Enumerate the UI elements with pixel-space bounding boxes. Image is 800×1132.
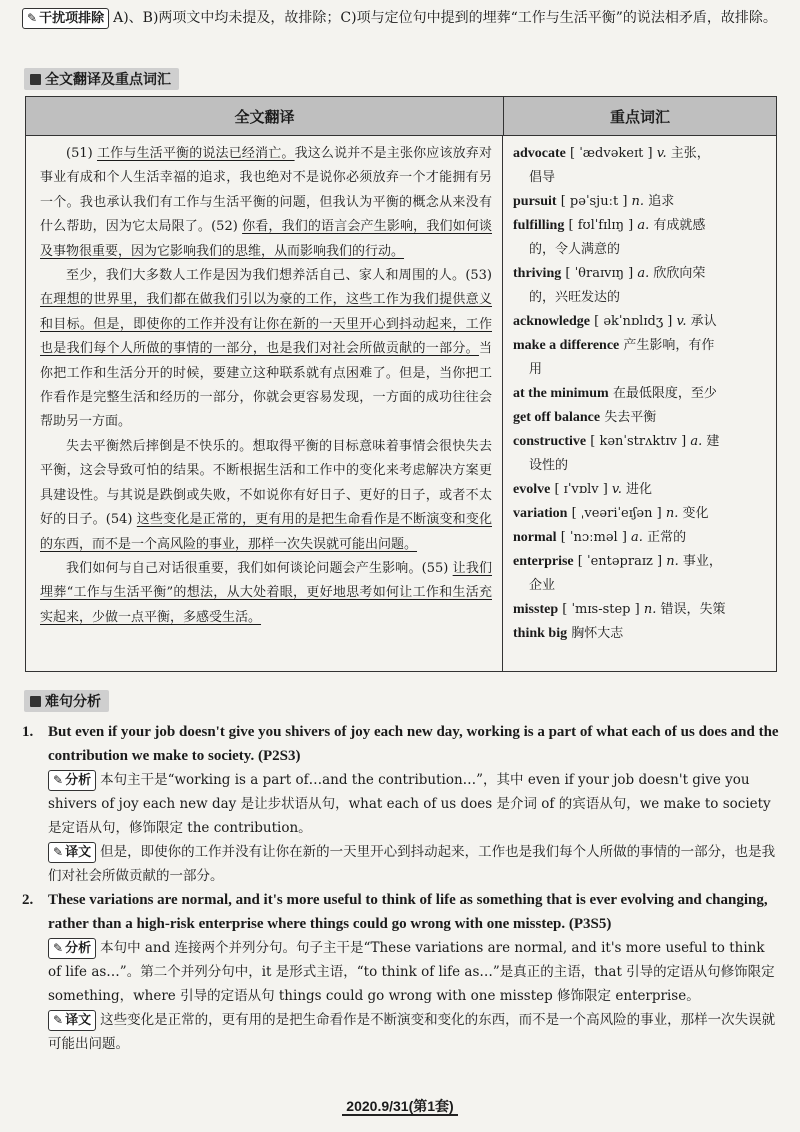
- vocab-phonetic: [ ˈentəpraɪz ]: [577, 554, 663, 569]
- item-sentence: These variations are normal, and it's more useful to think of life as something that is ever evolving and changing, rather than a high-risk enterprise where things could go wrong with one misstep. (P3S5): [48, 892, 768, 932]
- distractor-tag-label: 干扰项排除: [39, 11, 105, 26]
- vocab-word: pursuit: [513, 194, 557, 209]
- vocab-phonetic: [ ˈædvəkeɪt ]: [570, 146, 653, 161]
- vocab-definition: 建: [706, 434, 720, 449]
- vocab-definition-cont: 的，兴旺发达的: [529, 290, 621, 305]
- vocab-word: advocate: [513, 146, 566, 161]
- vocab-word: get off balance: [513, 410, 601, 425]
- vocab-entry: [513, 478, 770, 502]
- paragraph-2: 至少，我们大多数人工作是因为我们想养活自己、家人和周围的人。(53) 在理想的世界里，我们都在做我们引以为豪的工作，这些工作为我们提供意义和目标。但是，即使你的工作并没有让你在新的一天里开心到抖动起来，工作也是我们每个人所做的事情的一部分，也是我们对社会所做贡献的一部分。当你把工作和生活分开的时候，要建立这种联系就有点困难了。但是，当你把工作看作是完整生活和经历的一部分，你就会更容易发现，一方面的成功往往会帮助另一方面。: [40, 268, 492, 430]
- analysis-item: [22, 720, 780, 888]
- vocab-word: variation: [513, 506, 568, 521]
- vocab-definition: 正常的: [647, 530, 687, 545]
- vocab-entry: [513, 550, 770, 574]
- vocab-phonetic: [ ˌveəriˈeɪʃən ]: [571, 506, 662, 521]
- translation-table: [25, 96, 777, 672]
- vocab-word: thriving: [513, 266, 562, 281]
- vocab-entry: [513, 502, 770, 526]
- vocab-definition: 变化: [682, 506, 709, 521]
- vocab-definition: 承认: [690, 314, 717, 329]
- vocab-definition: 有成就感: [653, 218, 706, 233]
- analysis-item: [22, 888, 780, 1056]
- vocab-word: think big: [513, 626, 568, 641]
- vocab-definition: 欣欣向荣: [653, 266, 706, 281]
- vocab-definition: 主张，: [670, 146, 710, 161]
- vocab-pos: v.: [611, 482, 622, 497]
- section-heading-translation: [24, 68, 179, 90]
- vocab-entry: [513, 406, 770, 430]
- vocab-entry: [513, 142, 770, 166]
- item-number: 2.: [22, 892, 34, 908]
- pencil-icon: ✎: [27, 11, 38, 25]
- underlined-52: 你看，我们的语言会产生影响，我们如何谈及事物很重要，因为它影响我们的思维，从而影响我们的行动。: [40, 219, 492, 259]
- vocab-definition: 产生影响，有作: [623, 338, 715, 353]
- item-number: 1.: [22, 724, 34, 740]
- vocab-definition: 事业，: [682, 554, 722, 569]
- item-analysis: ✎ 分析 本句中 and 连接两个并列分句。句子主干是“These variations are normal, and it's more useful to think of life as…”。第二个并列分句中，it 是形式主语，“to think of life as…”是真正的主语，that 引导的定语从句修饰限定 something，where 引导的定语从句 things could go wrong with one misstep 修饰限定 enterprise。: [48, 940, 775, 1004]
- pencil-icon: ✎: [53, 941, 64, 955]
- vocab-definition-cont: 的，令人满意的: [529, 242, 621, 257]
- pencil-icon: ✎: [53, 773, 64, 787]
- vocab-pos: a.: [637, 218, 650, 233]
- vocab-word: misstep: [513, 602, 559, 617]
- vocab-word: acknowledge: [513, 314, 590, 329]
- vocab-entry: [513, 262, 770, 286]
- underlined-54: 这些变化是正常的，更有用的是把生命看作是不断演变和变化的东西，而不是一个高风险的事业，那样一次失误就可能出问题。: [40, 512, 492, 552]
- vocab-definition: 在最低限度，至少: [612, 386, 717, 401]
- header-translation: 全文翻译: [26, 97, 504, 135]
- pencil-icon: ✎: [53, 1013, 64, 1027]
- item-translation: ✎ 译文 但是，即使你的工作并没有让你在新的一天里开心到抖动起来，工作也是我们每个人所做的事情的一部分，也是我们对社会所做贡献的一部分。: [48, 844, 776, 884]
- section-heading-analysis: [24, 690, 109, 712]
- vocab-phonetic: [ fʊlˈfɪlɪŋ ]: [568, 218, 634, 233]
- book-icon: [30, 696, 41, 707]
- vocab-definition: 追求: [648, 194, 675, 209]
- vocab-pos: v.: [656, 146, 667, 161]
- vocab-definition: 胸怀大志: [571, 626, 624, 641]
- vocab-definition-cont: 企业: [529, 578, 556, 593]
- vocab-entry: [513, 622, 770, 646]
- vocab-pos: v.: [676, 314, 687, 329]
- vocab-entry: [513, 190, 770, 214]
- vocab-definition: 错误，失策: [660, 602, 726, 617]
- vocab-pos: n.: [643, 602, 657, 617]
- vocabulary-column: [503, 136, 776, 672]
- vocab-definition: 进化: [626, 482, 653, 497]
- distractor-note: [22, 6, 782, 30]
- underlined-53: 在理想的世界里，我们都在做我们引以为豪的工作，这些工作为我们提供意义和目标。但是，即使你的工作并没有让你在新的一天里开心到抖动起来，工作也是我们每个人所做的事情的一部分，也是我们对社会所做贡献的一部分。: [40, 292, 492, 357]
- book-icon: [30, 74, 41, 85]
- paragraph-1: (51) 工作与生活平衡的说法已经消亡。我这么说并不是主张你应该放弃对事业有成和个人生活幸福的追求，我也绝对不是说你必须放弃一个才能拥有另一个。我也承认我们有工作与生活平衡的问题，但我认为平衡的概念从来没有什么帮助，因为它太局限了。(52) 你看，我们的语言会产生影响，我们如何谈及事物很重要，因为它影响我们的思维，从而影响我们的行动。: [40, 146, 492, 259]
- distractor-tag: [22, 8, 109, 29]
- vocab-definition: 失去平衡: [604, 410, 657, 425]
- distractor-text: A)、B)两项文中均未提及，故排除；C)项与定位句中提到的埋葬“工作与生活平衡”的说法相矛盾，故排除。: [113, 10, 777, 26]
- vocab-phonetic: [ kənˈstrʌktɪv ]: [590, 434, 687, 449]
- pencil-icon: ✎: [53, 845, 64, 859]
- vocab-word: constructive: [513, 434, 587, 449]
- vocab-pos: a.: [690, 434, 703, 449]
- paragraph-3: 失去平衡然后摔倒是不快乐的。想取得平衡的目标意味着事情会很快失去平衡，这会导致可怕的结果。不断根据生活和工作中的变化来考虑解决方案更具建设性。与其说是跌倒或失败，不如说你有好日子、更好的日子，或者不太好的日子。(54) 这些变化是正常的，更有用的是把生命看作是不断演变和变化的东西，而不是一个高风险的事业，那样一次失误就可能出问题。: [40, 438, 492, 552]
- section-title: 全文翻译及重点词汇: [45, 72, 171, 88]
- underlined-51: 工作与生活平衡的说法已经消亡。: [97, 146, 295, 161]
- vocab-phonetic: [ əkˈnɒlɪdʒ ]: [594, 314, 673, 329]
- vocab-phonetic: [ ˈθraɪvɪŋ ]: [565, 266, 634, 281]
- vocab-entry: [513, 310, 770, 334]
- vocab-word: normal: [513, 530, 557, 545]
- footer-date: 2020.9/31(第1套): [342, 1098, 457, 1116]
- header-vocabulary: 重点词汇: [609, 107, 670, 126]
- section-title: 难句分析: [45, 694, 101, 710]
- vocab-word: fulfilling: [513, 218, 565, 233]
- vocab-entry: [513, 430, 770, 454]
- item-sentence: But even if your job doesn't give you shivers of joy each new day, working is a part of what each of us does and the contribution we make to society. (P2S3): [48, 724, 779, 764]
- vocab-phonetic: [ pəˈsjuːt ]: [560, 194, 628, 209]
- translation-column: [26, 136, 503, 672]
- vocab-word: enterprise: [513, 554, 574, 569]
- vocab-definition-cont: 设性的: [529, 458, 569, 473]
- vocab-phonetic: [ ɪˈvɒlv ]: [554, 482, 608, 497]
- vocab-word: make a difference: [513, 338, 620, 353]
- vocab-entry: [513, 214, 770, 238]
- vocab-word: evolve: [513, 482, 551, 497]
- vocab-definition-cont: 倡导: [529, 170, 556, 185]
- vocab-phonetic: [ ˈmɪs-step ]: [562, 602, 640, 617]
- vocab-word: at the minimum: [513, 386, 609, 401]
- difficult-sentence-analysis: [22, 720, 780, 1056]
- vocab-pos: n.: [665, 506, 679, 521]
- paragraph-4: 我们如何与自己对话很重要，我们如何谈论问题会产生影响。(55) 让我们埋葬“工作与生活平衡”的想法，从大处着眼，更好地思考如何让工作和生活充实起来，少做一点平衡，多感受生活。: [40, 560, 492, 625]
- vocab-entry: [513, 334, 770, 358]
- item-translation: ✎ 译文 这些变化是正常的，更有用的是把生命看作是不断演变和变化的东西，而不是一个高风险的事业，那样一次失误就可能出问题。: [48, 1012, 776, 1052]
- vocab-definition-cont: 用: [529, 362, 543, 377]
- vocab-entry: [513, 598, 770, 622]
- page-footer: [0, 1096, 800, 1116]
- vocab-pos: a.: [631, 530, 643, 545]
- item-analysis: ✎ 分析 本句主干是“working is a part of…and the contribution…”，其中 even if your job doesn't give you shivers of joy each new day 是让步状语从句，what each of us does 是介词 of 的宾语从句，we make to society 是定语从句，修饰限定 the contribution。: [48, 772, 771, 836]
- vocab-pos: n.: [631, 194, 645, 209]
- vocab-entry: [513, 526, 770, 550]
- underlined-55: 让我们埋葬“工作与生活平衡”的想法，从大处着眼，更好地思考如何让工作和生活充实起来，少做一点平衡，多感受生活。: [40, 560, 492, 625]
- vocab-pos: n.: [666, 554, 679, 569]
- vocab-phonetic: [ ˈnɔːməl ]: [560, 530, 627, 545]
- vocab-pos: a.: [637, 266, 650, 281]
- vocab-entry: [513, 382, 770, 406]
- table-header: [26, 97, 776, 136]
